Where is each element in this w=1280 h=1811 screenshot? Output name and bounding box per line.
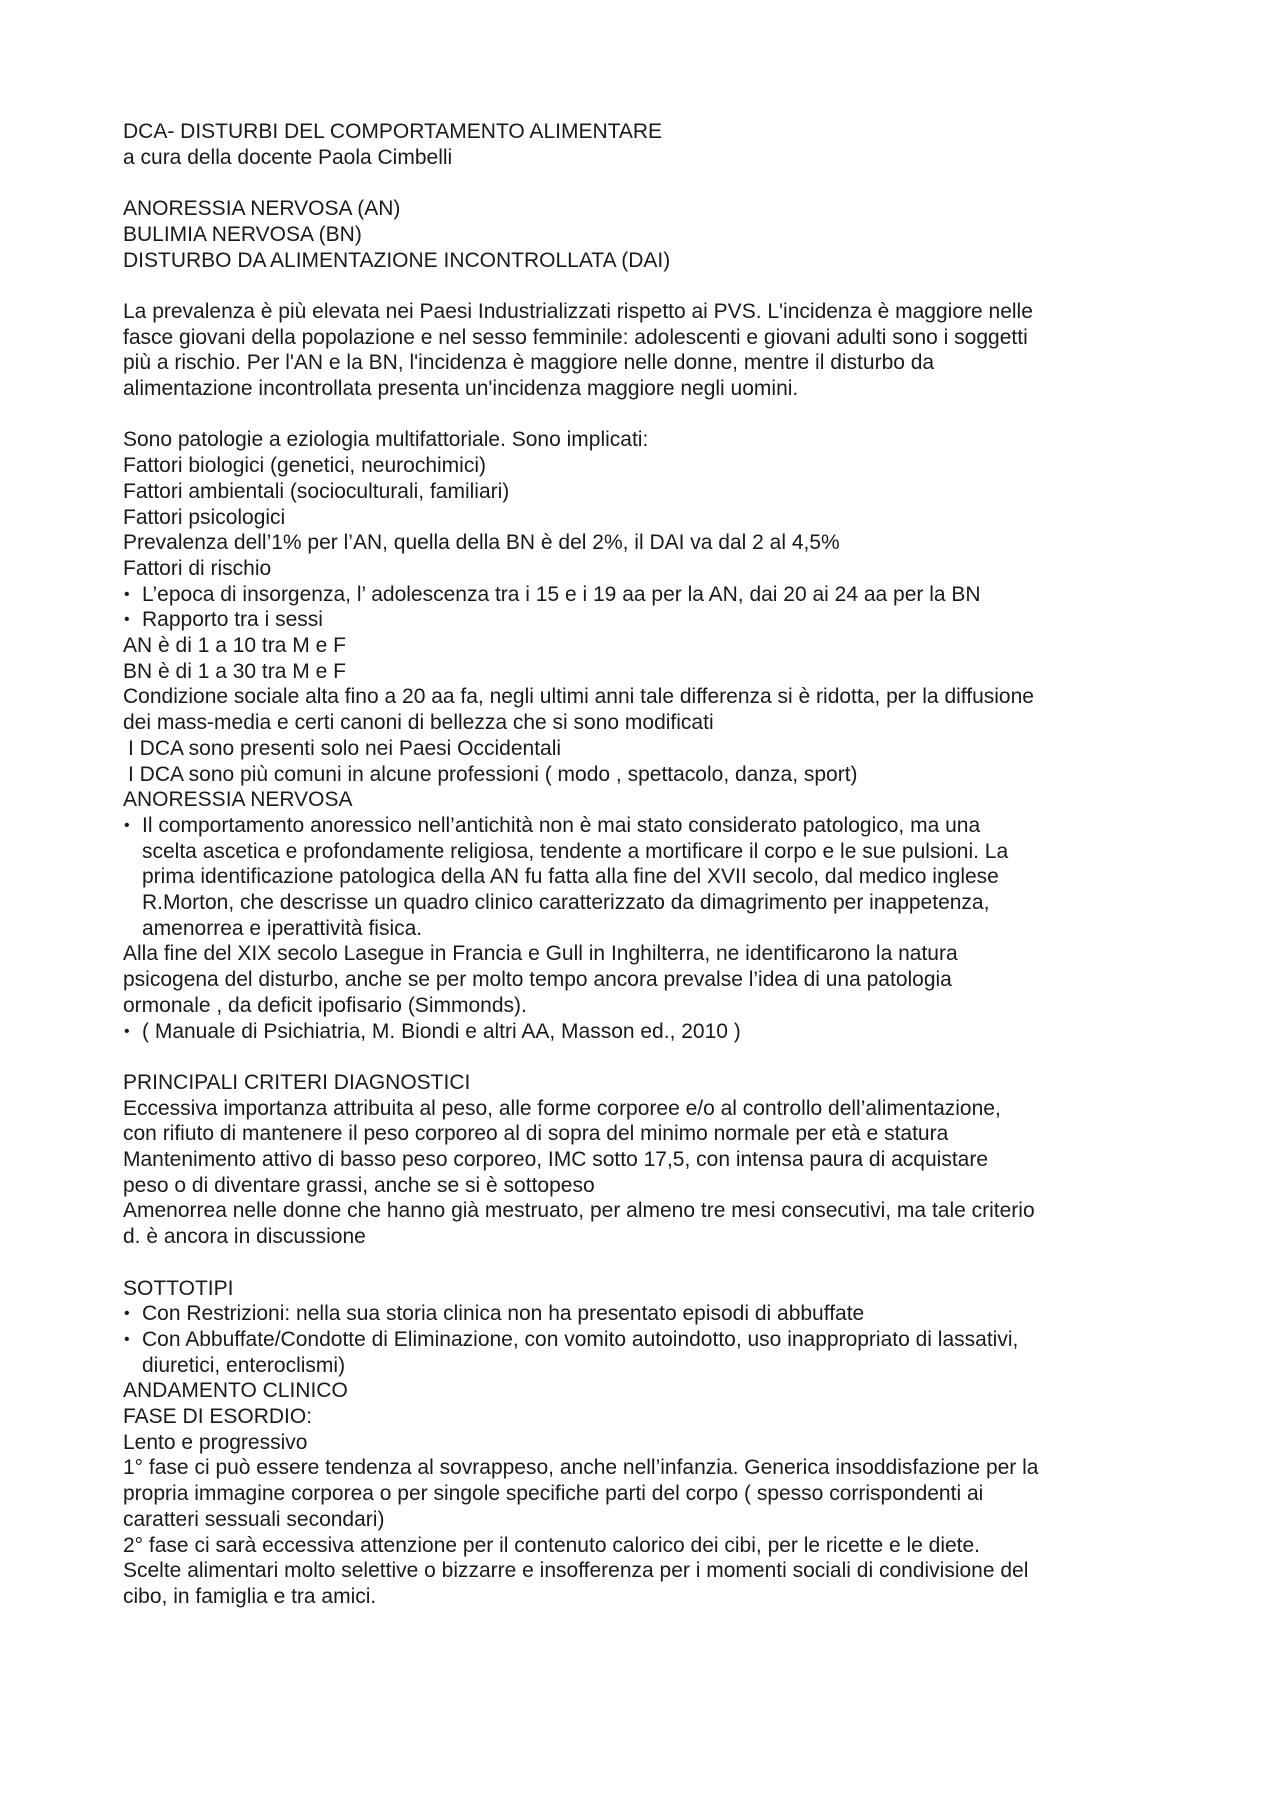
spacer bbox=[123, 1250, 1163, 1276]
social-condition-line: Condizione sociale alta fino a 20 aa fa, negli ultimi anni tale differenza si è ridotta, per la diffusione bbox=[123, 685, 1034, 709]
sottotipi-bullet-restrizioni: • Con Restrizioni: nella sua storia clinica non ha presentato episodi di abbuffate bbox=[123, 1301, 1163, 1327]
criteri-line: d. è ancora in discussione bbox=[123, 1225, 366, 1249]
criteri-line: Eccessiva importanza attribuita al peso, alle forme corporee e/o al controllo dell’alimentazione, bbox=[123, 1096, 1001, 1120]
criteri-heading: PRINCIPALI CRITERI DIAGNOSTICI bbox=[123, 1070, 471, 1094]
anoressia-bullet-line: amenorrea e iperattività fisica. bbox=[142, 916, 423, 940]
disorder-an: ANORESSIA NERVOSA (AN) bbox=[123, 197, 401, 221]
spacer bbox=[123, 170, 1163, 196]
an-ratio: AN è di 1 a 10 tra M e F bbox=[123, 634, 346, 658]
criteri-line: Mantenimento attivo di basso peso corporeo, IMC sotto 17,5, con intensa paura di acquistare bbox=[123, 1148, 988, 1172]
anoressia-bullet-line: • Il comportamento anoressico nell’antichità non è mai stato considerato patologico, ma una bbox=[123, 813, 1163, 839]
anoressia-bullet-line: prima identificazione patologica della AN fu fatta alla fine del XVII secolo, dal medico inglese bbox=[142, 865, 999, 889]
history-line: ormonale , da deficit ipofisario (Simmonds). bbox=[123, 993, 527, 1017]
disorder-dai: DISTURBO DA ALIMENTAZIONE INCONTROLLATA (DAI) bbox=[123, 248, 671, 272]
sottotipi-bullet-abbuffate: • Con Abbuffate/Condotte di Eliminazione, con vomito autoindotto, uso inappropriato di lassativi, bbox=[123, 1327, 1163, 1353]
fase2-line: 2° fase ci sarà eccessiva attenzione per il contenuto calorico dei cibi, per le ricette e le diete. bbox=[123, 1533, 981, 1557]
document-author: a cura della docente Paola Cimbelli bbox=[123, 145, 453, 169]
disorder-bn: BULIMIA NERVOSA (BN) bbox=[123, 222, 362, 246]
dca-professions: I DCA sono più comuni in alcune professioni ( modo , spettacolo, danza, sport) bbox=[128, 762, 858, 786]
prevalence-line: alimentazione incontrollata presenta un'incidenza maggiore negli uomini. bbox=[123, 377, 799, 400]
fase1-line: propria immagine corporea o per singole specifiche parti del corpo ( spesso corrispondenti ai bbox=[123, 1482, 984, 1506]
criteri-line: Amenorrea nelle donne che hanno già mestruato, per almeno tre mesi consecutivi, ma tale criterio bbox=[123, 1199, 1035, 1223]
fase2-line: cibo, in famiglia e tra amici. bbox=[123, 1585, 377, 1608]
document-page bbox=[123, 119, 1163, 1610]
etiology-intro: Sono patologie a eziologia multifattoriale. Sono implicati: bbox=[123, 428, 649, 452]
criteri-line: peso o di diventare grassi, anche se si è sottopeso bbox=[123, 1173, 595, 1197]
reference-bullet: • ( Manuale di Psichiatria, M. Biondi e altri AA, Masson ed., 2010 ) bbox=[123, 1019, 1163, 1045]
anoressia-bullet-line: scelta ascetica e profondamente religiosa, tendente a mortificare il corpo e le sue pulsioni. La bbox=[142, 839, 1009, 863]
risk-bullet-sex-ratio: • Rapporto tra i sessi bbox=[123, 607, 1163, 633]
prevalence-line: più a rischio. Per l'AN e la BN, l'incidenza è maggiore nelle donne, mentre il disturbo da bbox=[123, 351, 935, 375]
lento-progressivo: Lento e progressivo bbox=[123, 1430, 308, 1454]
fase-esordio-heading: FASE DI ESORDIO: bbox=[123, 1405, 313, 1429]
risk-bullet-onset: • L’epoca di insorgenza, l’ adolescenza tra i 15 e i 19 aa per la AN, dai 20 ai 24 aa per la BN bbox=[123, 582, 1163, 608]
document-title: DCA- DISTURBI DEL COMPORTAMENTO ALIMENTARE bbox=[123, 120, 663, 143]
sottotipi-heading: SOTTOTIPI bbox=[123, 1276, 234, 1300]
spacer bbox=[123, 402, 1163, 428]
spacer bbox=[123, 1044, 1163, 1070]
fase2-line: Scelte alimentari molto selettive o bizzarre e insofferenza per i momenti sociali di condivisione del bbox=[123, 1559, 1029, 1583]
spacer bbox=[123, 273, 1163, 299]
anoressia-bullet-line: R.Morton, che descrisse un quadro clinico caratterizzato da dimagrimento per inappetenza, bbox=[142, 891, 990, 915]
dca-western-countries: I DCA sono presenti solo nei Paesi Occidentali bbox=[128, 736, 562, 760]
history-line: psicogena del disturbo, anche se per molto tempo ancora prevalse l’idea di una patologia bbox=[123, 968, 952, 992]
sottotipi-bullet-abbuffate-cont: diuretici, enteroclismi) bbox=[142, 1353, 346, 1377]
risk-factors-heading: Fattori di rischio bbox=[123, 556, 272, 580]
prevalence-line: fasce giovani della popolazione e nel sesso femminile: adolescenti e giovani adulti sono i soggetti bbox=[123, 325, 1028, 349]
factor-psychological: Fattori psicologici bbox=[123, 505, 286, 529]
fase1-line: caratteri sessuali secondari) bbox=[123, 1507, 385, 1531]
factor-biological: Fattori biologici (genetici, neurochimici) bbox=[123, 454, 486, 478]
bn-ratio: BN è di 1 a 30 tra M e F bbox=[123, 659, 346, 683]
andamento-heading: ANDAMENTO CLINICO bbox=[123, 1379, 348, 1403]
fase1-line: 1° fase ci può essere tendenza al sovrappeso, anche nell’infanzia. Generica insoddisfazione per la bbox=[123, 1456, 1039, 1480]
anoressia-heading: ANORESSIA NERVOSA bbox=[123, 788, 353, 812]
criteri-line: con rifiuto di mantenere il peso corporeo al di sopra del minimo normale per età e statura bbox=[123, 1122, 949, 1146]
factor-environmental: Fattori ambientali (socioculturali, familiari) bbox=[123, 479, 510, 503]
prevalence-line: La prevalenza è più elevata nei Paesi Industrializzati rispetto ai PVS. L'incidenza è maggiore nelle bbox=[123, 299, 1033, 323]
social-condition-line: dei mass-media e certi canoni di bellezza che si sono modificati bbox=[123, 711, 714, 735]
history-line: Alla fine del XIX secolo Lasegue in Francia e Gull in Inghilterra, ne identificarono la natura bbox=[123, 942, 958, 966]
prevalence-stats: Prevalenza dell’1% per l’AN, quella della BN è del 2%, il DAI va dal 2 al 4,5% bbox=[123, 531, 840, 555]
